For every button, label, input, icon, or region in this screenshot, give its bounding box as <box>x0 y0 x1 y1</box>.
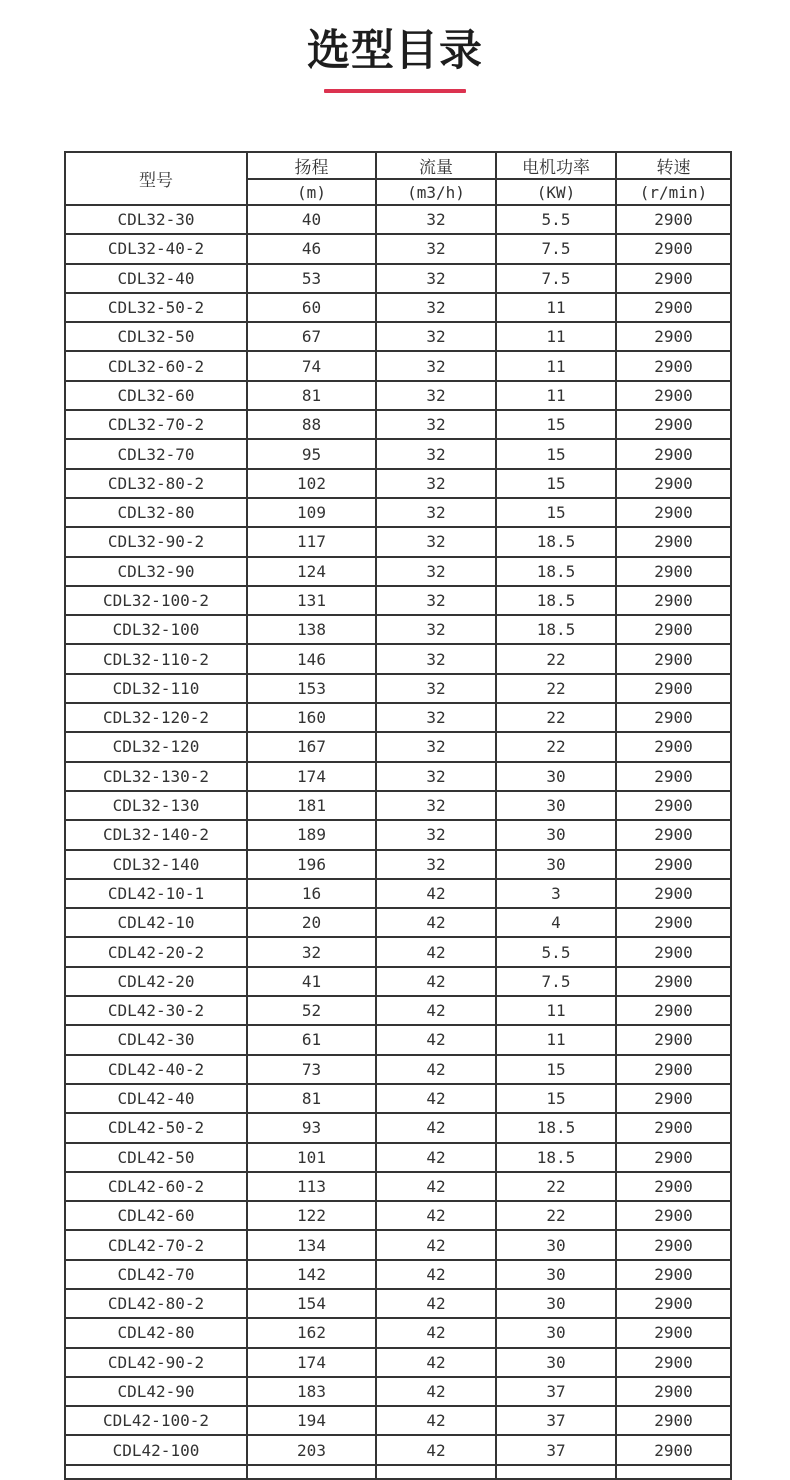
head-cell: 183 <box>247 1377 376 1406</box>
flow-cell: 32 <box>376 674 496 703</box>
speed-cell: 2900 <box>616 410 731 439</box>
model-cell: CDL32-60-2 <box>65 351 247 380</box>
table-row <box>65 1289 731 1318</box>
head-cell: 203 <box>247 1435 376 1464</box>
head-cell: 113 <box>247 1172 376 1201</box>
flow-cell: 42 <box>376 879 496 908</box>
head-cell: 40 <box>247 205 376 234</box>
head-cell: 124 <box>247 557 376 586</box>
speed-cell: 2900 <box>616 1201 731 1230</box>
power-cell: 11 <box>496 1025 616 1054</box>
speed-cell: 2900 <box>616 996 731 1025</box>
model-cell: CDL32-80-2 <box>65 469 247 498</box>
speed-cell: 2900 <box>616 234 731 263</box>
speed-cell: 2900 <box>616 879 731 908</box>
flow-cell: 42 <box>376 937 496 966</box>
head-cell: 81 <box>247 1084 376 1113</box>
table-row <box>65 1377 731 1406</box>
col-header-head: 扬程 <box>247 152 376 179</box>
power-cell: 15 <box>496 498 616 527</box>
table-row <box>65 850 731 879</box>
power-cell: 7.5 <box>496 967 616 996</box>
power-cell: 11 <box>496 996 616 1025</box>
head-cell: 196 <box>247 850 376 879</box>
head-cell: 189 <box>247 820 376 849</box>
model-cell: CDL32-70-2 <box>65 410 247 439</box>
model-cell: CDL32-120-2 <box>65 703 247 732</box>
head-cell: 194 <box>247 1406 376 1435</box>
flow-cell: 32 <box>376 410 496 439</box>
flow-cell: 32 <box>376 264 496 293</box>
flow-cell: 42 <box>376 1025 496 1054</box>
table-row <box>65 1435 731 1464</box>
model-cell: CDL42-60 <box>65 1201 247 1230</box>
speed-cell: 2900 <box>616 791 731 820</box>
speed-cell: 2900 <box>616 1143 731 1172</box>
flow-cell: 42 <box>376 1260 496 1289</box>
head-cell: 53 <box>247 264 376 293</box>
model-cell: CDL32-100-2 <box>65 586 247 615</box>
model-cell: CDL32-40 <box>65 264 247 293</box>
speed-cell: 2900 <box>616 322 731 351</box>
model-cell: CDL32-30 <box>65 205 247 234</box>
table-row <box>65 293 731 322</box>
table-row <box>65 879 731 908</box>
model-cell: CDL32-120 <box>65 732 247 761</box>
speed-cell: 2900 <box>616 1406 731 1435</box>
power-cell: 3 <box>496 879 616 908</box>
table-row <box>65 1143 731 1172</box>
head-cell: 52 <box>247 996 376 1025</box>
col-unit-flow: (m3/h) <box>376 179 496 205</box>
model-cell: CDL42-50 <box>65 1143 247 1172</box>
model-cell: CDL42-60-2 <box>65 1172 247 1201</box>
flow-cell: 42 <box>376 1084 496 1113</box>
empty-cell <box>376 1465 496 1479</box>
model-cell: CDL42-80-2 <box>65 1289 247 1318</box>
flow-cell: 42 <box>376 1230 496 1259</box>
power-cell: 30 <box>496 1289 616 1318</box>
model-cell: CDL32-50 <box>65 322 247 351</box>
model-cell: CDL32-130 <box>65 791 247 820</box>
flow-cell: 42 <box>376 1406 496 1435</box>
power-cell: 30 <box>496 1260 616 1289</box>
flow-cell: 42 <box>376 1143 496 1172</box>
table-row <box>65 1406 731 1435</box>
model-cell: CDL32-90-2 <box>65 527 247 556</box>
table-row-clipped <box>65 1465 731 1479</box>
power-cell: 22 <box>496 732 616 761</box>
model-cell: CDL42-40 <box>65 1084 247 1113</box>
model-cell: CDL42-80 <box>65 1318 247 1347</box>
flow-cell: 42 <box>376 1289 496 1318</box>
table-row <box>65 205 731 234</box>
speed-cell: 2900 <box>616 1289 731 1318</box>
model-cell: CDL42-50-2 <box>65 1113 247 1142</box>
table-row <box>65 908 731 937</box>
power-cell: 5.5 <box>496 937 616 966</box>
head-cell: 20 <box>247 908 376 937</box>
col-unit-power: (KW) <box>496 179 616 205</box>
model-cell: CDL32-130-2 <box>65 762 247 791</box>
flow-cell: 32 <box>376 234 496 263</box>
model-cell: CDL32-110 <box>65 674 247 703</box>
model-cell: CDL32-80 <box>65 498 247 527</box>
power-cell: 37 <box>496 1435 616 1464</box>
flow-cell: 32 <box>376 732 496 761</box>
head-cell: 117 <box>247 527 376 556</box>
speed-cell: 2900 <box>616 1172 731 1201</box>
speed-cell: 2900 <box>616 557 731 586</box>
table-header <box>65 152 731 205</box>
power-cell: 30 <box>496 820 616 849</box>
model-cell: CDL42-20-2 <box>65 937 247 966</box>
power-cell: 18.5 <box>496 557 616 586</box>
col-header-speed: 转速 <box>616 152 731 179</box>
power-cell: 7.5 <box>496 264 616 293</box>
head-cell: 134 <box>247 1230 376 1259</box>
head-cell: 16 <box>247 879 376 908</box>
table-row <box>65 381 731 410</box>
head-cell: 109 <box>247 498 376 527</box>
head-cell: 67 <box>247 322 376 351</box>
col-header-model: 型号 <box>65 152 247 205</box>
table-row <box>65 1260 731 1289</box>
speed-cell: 2900 <box>616 469 731 498</box>
empty-cell <box>496 1465 616 1479</box>
flow-cell: 32 <box>376 850 496 879</box>
table-row <box>65 1172 731 1201</box>
speed-cell: 2900 <box>616 1025 731 1054</box>
power-cell: 11 <box>496 381 616 410</box>
speed-cell: 2900 <box>616 820 731 849</box>
table-row <box>65 1055 731 1084</box>
table-row <box>65 791 731 820</box>
speed-cell: 2900 <box>616 1230 731 1259</box>
head-cell: 81 <box>247 381 376 410</box>
flow-cell: 32 <box>376 586 496 615</box>
head-cell: 95 <box>247 439 376 468</box>
table-row <box>65 1025 731 1054</box>
model-cell: CDL42-90-2 <box>65 1348 247 1377</box>
table-row <box>65 674 731 703</box>
flow-cell: 32 <box>376 644 496 673</box>
head-cell: 102 <box>247 469 376 498</box>
power-cell: 18.5 <box>496 527 616 556</box>
power-cell: 15 <box>496 1084 616 1113</box>
table-row <box>65 1113 731 1142</box>
power-cell: 18.5 <box>496 1143 616 1172</box>
head-cell: 153 <box>247 674 376 703</box>
table-row <box>65 703 731 732</box>
table-row <box>65 1201 731 1230</box>
table-row <box>65 351 731 380</box>
model-cell: CDL32-60 <box>65 381 247 410</box>
power-cell: 18.5 <box>496 586 616 615</box>
head-cell: 101 <box>247 1143 376 1172</box>
table-row <box>65 615 731 644</box>
flow-cell: 32 <box>376 498 496 527</box>
head-cell: 131 <box>247 586 376 615</box>
flow-cell: 42 <box>376 1201 496 1230</box>
power-cell: 30 <box>496 850 616 879</box>
pump-selection-table <box>64 151 732 1480</box>
flow-cell: 42 <box>376 1113 496 1142</box>
model-cell: CDL32-90 <box>65 557 247 586</box>
model-cell: CDL42-10 <box>65 908 247 937</box>
speed-cell: 2900 <box>616 381 731 410</box>
empty-cell <box>247 1465 376 1479</box>
speed-cell: 2900 <box>616 703 731 732</box>
flow-cell: 42 <box>376 996 496 1025</box>
table-row <box>65 439 731 468</box>
table-row <box>65 410 731 439</box>
flow-cell: 32 <box>376 351 496 380</box>
speed-cell: 2900 <box>616 527 731 556</box>
model-cell: CDL42-100 <box>65 1435 247 1464</box>
flow-cell: 32 <box>376 527 496 556</box>
head-cell: 93 <box>247 1113 376 1142</box>
model-cell: CDL42-30 <box>65 1025 247 1054</box>
power-cell: 5.5 <box>496 205 616 234</box>
power-cell: 30 <box>496 1230 616 1259</box>
speed-cell: 2900 <box>616 908 731 937</box>
power-cell: 37 <box>496 1406 616 1435</box>
power-cell: 37 <box>496 1377 616 1406</box>
flow-cell: 32 <box>376 703 496 732</box>
table-body <box>65 205 731 1479</box>
table-row <box>65 1230 731 1259</box>
empty-cell <box>616 1465 731 1479</box>
power-cell: 22 <box>496 674 616 703</box>
power-cell: 15 <box>496 439 616 468</box>
speed-cell: 2900 <box>616 1055 731 1084</box>
flow-cell: 42 <box>376 1318 496 1347</box>
table-row <box>65 644 731 673</box>
flow-cell: 42 <box>376 908 496 937</box>
speed-cell: 2900 <box>616 937 731 966</box>
flow-cell: 32 <box>376 820 496 849</box>
flow-cell: 42 <box>376 1172 496 1201</box>
power-cell: 7.5 <box>496 234 616 263</box>
speed-cell: 2900 <box>616 644 731 673</box>
table-row <box>65 996 731 1025</box>
table-row <box>65 264 731 293</box>
table-row <box>65 469 731 498</box>
table-row <box>65 1318 731 1347</box>
power-cell: 15 <box>496 410 616 439</box>
power-cell: 30 <box>496 1318 616 1347</box>
table-row <box>65 498 731 527</box>
model-cell: CDL32-50-2 <box>65 293 247 322</box>
col-unit-head: (m) <box>247 179 376 205</box>
head-cell: 46 <box>247 234 376 263</box>
speed-cell: 2900 <box>616 439 731 468</box>
speed-cell: 2900 <box>616 1377 731 1406</box>
table-row <box>65 234 731 263</box>
power-cell: 22 <box>496 1172 616 1201</box>
speed-cell: 2900 <box>616 615 731 644</box>
model-cell: CDL42-30-2 <box>65 996 247 1025</box>
speed-cell: 2900 <box>616 732 731 761</box>
flow-cell: 32 <box>376 293 496 322</box>
head-cell: 174 <box>247 762 376 791</box>
speed-cell: 2900 <box>616 205 731 234</box>
head-cell: 174 <box>247 1348 376 1377</box>
flow-cell: 32 <box>376 322 496 351</box>
flow-cell: 32 <box>376 791 496 820</box>
power-cell: 30 <box>496 762 616 791</box>
head-cell: 167 <box>247 732 376 761</box>
head-cell: 88 <box>247 410 376 439</box>
head-cell: 160 <box>247 703 376 732</box>
model-cell: CDL42-10-1 <box>65 879 247 908</box>
page-title: 选型目录 <box>307 26 483 76</box>
head-cell: 162 <box>247 1318 376 1347</box>
table-row <box>65 820 731 849</box>
col-header-power: 电机功率 <box>496 152 616 179</box>
table-row <box>65 527 731 556</box>
table-row <box>65 1348 731 1377</box>
speed-cell: 2900 <box>616 293 731 322</box>
head-cell: 146 <box>247 644 376 673</box>
speed-cell: 2900 <box>616 1348 731 1377</box>
flow-cell: 32 <box>376 557 496 586</box>
head-cell: 61 <box>247 1025 376 1054</box>
head-cell: 41 <box>247 967 376 996</box>
head-cell: 32 <box>247 937 376 966</box>
flow-cell: 42 <box>376 967 496 996</box>
flow-cell: 32 <box>376 381 496 410</box>
speed-cell: 2900 <box>616 1084 731 1113</box>
head-cell: 73 <box>247 1055 376 1084</box>
power-cell: 18.5 <box>496 615 616 644</box>
flow-cell: 42 <box>376 1348 496 1377</box>
model-cell: CDL32-110-2 <box>65 644 247 673</box>
power-cell: 22 <box>496 703 616 732</box>
model-cell: CDL32-100 <box>65 615 247 644</box>
table-row <box>65 762 731 791</box>
head-cell: 74 <box>247 351 376 380</box>
table-row <box>65 586 731 615</box>
speed-cell: 2900 <box>616 1260 731 1289</box>
power-cell: 15 <box>496 1055 616 1084</box>
model-cell: CDL42-70 <box>65 1260 247 1289</box>
table-row <box>65 732 731 761</box>
head-cell: 154 <box>247 1289 376 1318</box>
model-cell: CDL32-70 <box>65 439 247 468</box>
header-row-labels <box>65 152 731 179</box>
power-cell: 11 <box>496 293 616 322</box>
flow-cell: 32 <box>376 205 496 234</box>
flow-cell: 32 <box>376 615 496 644</box>
speed-cell: 2900 <box>616 351 731 380</box>
head-cell: 138 <box>247 615 376 644</box>
model-cell: CDL42-40-2 <box>65 1055 247 1084</box>
speed-cell: 2900 <box>616 498 731 527</box>
power-cell: 15 <box>496 469 616 498</box>
speed-cell: 2900 <box>616 850 731 879</box>
head-cell: 60 <box>247 293 376 322</box>
power-cell: 30 <box>496 1348 616 1377</box>
col-unit-speed: (r/min) <box>616 179 731 205</box>
speed-cell: 2900 <box>616 1435 731 1464</box>
model-cell: CDL32-40-2 <box>65 234 247 263</box>
power-cell: 18.5 <box>496 1113 616 1142</box>
col-header-flow: 流量 <box>376 152 496 179</box>
table-row <box>65 937 731 966</box>
model-cell: CDL32-140 <box>65 850 247 879</box>
table-row <box>65 1084 731 1113</box>
speed-cell: 2900 <box>616 967 731 996</box>
model-cell: CDL42-70-2 <box>65 1230 247 1259</box>
flow-cell: 32 <box>376 439 496 468</box>
speed-cell: 2900 <box>616 586 731 615</box>
title-underline-accent <box>324 89 466 93</box>
empty-cell <box>65 1465 247 1479</box>
power-cell: 4 <box>496 908 616 937</box>
speed-cell: 2900 <box>616 1113 731 1142</box>
flow-cell: 32 <box>376 469 496 498</box>
power-cell: 11 <box>496 322 616 351</box>
table-row <box>65 967 731 996</box>
head-cell: 122 <box>247 1201 376 1230</box>
speed-cell: 2900 <box>616 264 731 293</box>
table-row <box>65 322 731 351</box>
speed-cell: 2900 <box>616 762 731 791</box>
power-cell: 30 <box>496 791 616 820</box>
model-cell: CDL32-140-2 <box>65 820 247 849</box>
power-cell: 22 <box>496 1201 616 1230</box>
model-cell: CDL42-20 <box>65 967 247 996</box>
power-cell: 11 <box>496 351 616 380</box>
flow-cell: 42 <box>376 1055 496 1084</box>
head-cell: 142 <box>247 1260 376 1289</box>
table-row <box>65 557 731 586</box>
flow-cell: 42 <box>376 1377 496 1406</box>
flow-cell: 32 <box>376 762 496 791</box>
model-cell: CDL42-100-2 <box>65 1406 247 1435</box>
head-cell: 181 <box>247 791 376 820</box>
flow-cell: 42 <box>376 1435 496 1464</box>
speed-cell: 2900 <box>616 1318 731 1347</box>
speed-cell: 2900 <box>616 674 731 703</box>
model-cell: CDL42-90 <box>65 1377 247 1406</box>
power-cell: 22 <box>496 644 616 673</box>
